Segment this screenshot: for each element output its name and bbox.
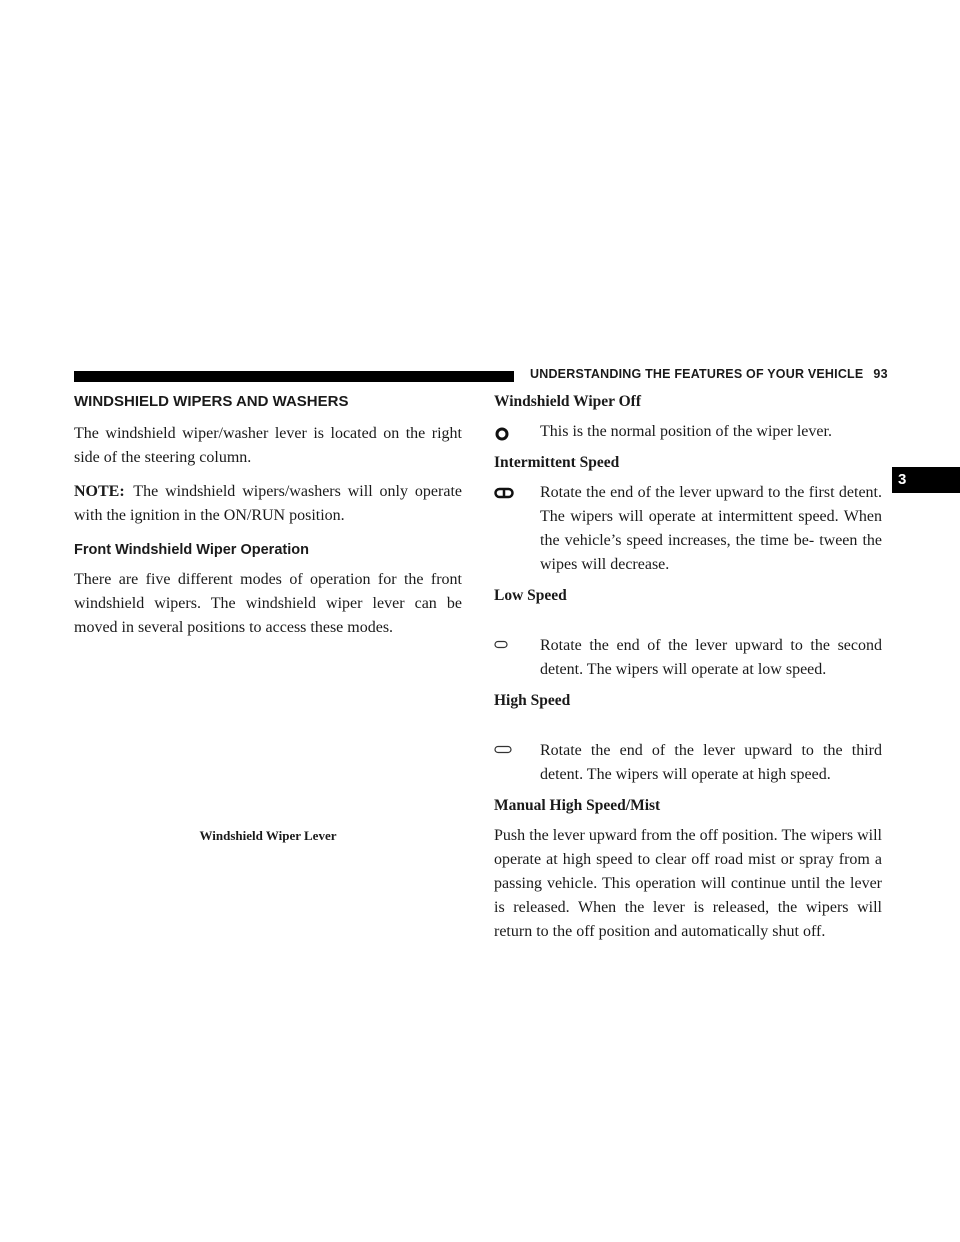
off-heading: Windshield Wiper Off [494, 393, 642, 410]
mist-paragraph: Push the lever upward from the off position. The wipers will operate at high speed to clear off road mist or spray from a passing vehicle. This operation will continue until the lever is released. When the lever is released, the wipers will return to the off position and automatically shut off. [494, 827, 882, 940]
running-header [530, 367, 890, 381]
chapter-tab: 3 [892, 467, 960, 493]
header-rule [74, 371, 514, 382]
figure-caption: Windshield Wiper Lever [199, 828, 337, 843]
right-column [494, 393, 882, 954]
high-row [494, 739, 882, 787]
low-heading: Low Speed [494, 587, 567, 604]
intermittent-text: Rotate the end of the lever upward to the first detent. The wipers will operate at intermittent speed. When the vehicle’s speed increases, the time be- tween the wipes will decrease. [540, 484, 882, 573]
section-heading: WINDSHIELD WIPERS AND WASHERS [74, 393, 349, 410]
note-label: NOTE: [74, 483, 125, 500]
low-row [494, 634, 882, 682]
note-text: The windshield wipers/washers will only operate with the ignition in the ON/RUN position. [74, 483, 462, 524]
intermittent-heading: Intermittent Speed [494, 454, 620, 471]
wiper-off-icon [494, 420, 540, 442]
note-paragraph [74, 480, 462, 528]
section-title: UNDERSTANDING THE FEATURES OF YOUR VEHICLE [530, 367, 864, 381]
intro-paragraph: The windshield wiper/washer lever is located on the right side of the steering column. [74, 425, 462, 466]
page-number: 93 [873, 367, 888, 381]
subsection-heading: Front Windshield Wiper Operation [74, 542, 309, 558]
off-row [494, 420, 882, 444]
left-column [74, 393, 462, 650]
modes-paragraph: There are five different modes of operation for the front windshield wipers. The windshield wiper lever can be moved in several positions to access these modes. [74, 571, 462, 636]
wiper-high-icon [494, 739, 540, 755]
intermittent-row [494, 481, 882, 577]
mist-heading: Manual High Speed/Mist [494, 797, 661, 814]
wiper-intermittent-icon [494, 481, 540, 499]
high-text: Rotate the end of the lever upward to the third detent. The wipers will operate at high speed. [540, 742, 882, 783]
off-text: This is the normal position of the wiper lever. [540, 423, 832, 440]
high-heading: High Speed [494, 692, 571, 709]
low-text: Rotate the end of the lever upward to the second detent. The wipers will operate at low speed. [540, 637, 882, 678]
wiper-low-icon [494, 634, 540, 650]
